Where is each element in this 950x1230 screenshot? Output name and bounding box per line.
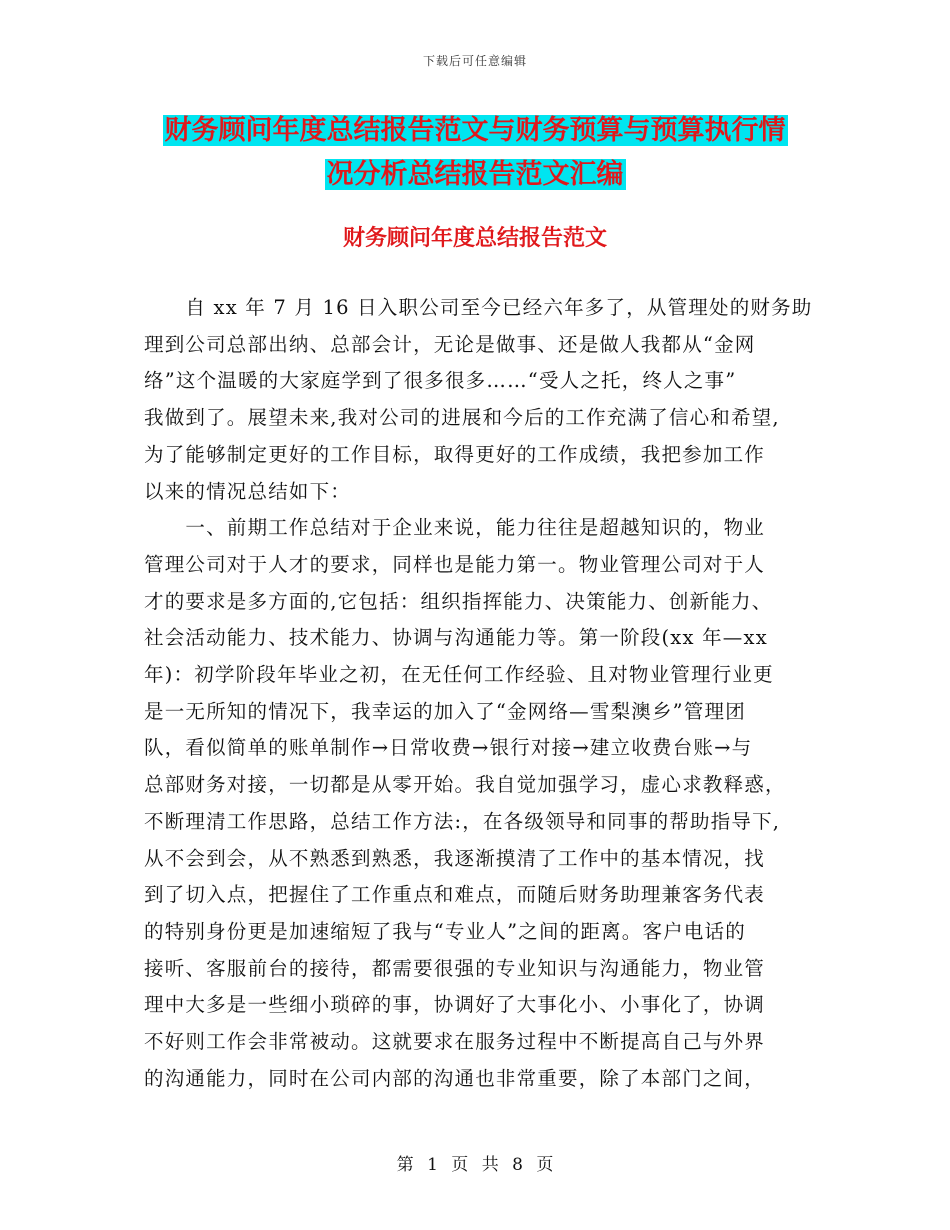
document-title-line-2-text: 况分析总结报告范文汇编 bbox=[326, 159, 624, 190]
body-line: 以来的情况总结如下： bbox=[144, 479, 352, 503]
body-line: 络”这个温暖的大家庭学到了很多很多……“受人之托，终人之事” bbox=[144, 369, 737, 393]
body-line: 年)：初学阶段年毕业之初，在无任何工作经验、且对物业管理行业更 bbox=[144, 663, 774, 686]
body-line: 为了能够制定更好的工作目标，取得更好的工作成绩，我把参加工作 bbox=[144, 442, 766, 466]
document-title-line-1-text: 财务顾问年度总结报告范文与财务预算与预算执行情 bbox=[164, 115, 786, 146]
body-line: 我做到了。展望未来,我对公司的进展和今后的工作充满了信心和希望, bbox=[144, 406, 780, 430]
body-line: 一、前期工作总结对于企业来说，能力往往是超越知识的，物业 bbox=[144, 516, 766, 540]
body-line: 到了切入点，把握住了工作重点和难点，而随后财务助理兼客务代表 bbox=[144, 883, 766, 907]
body-line: 才的要求是多方面的,它包括：组织指挥能力、决策能力、创新能力、 bbox=[144, 589, 773, 613]
body-line: 理中大多是一些细小琐碎的事，协调好了大事化小、小事化了，协调 bbox=[144, 993, 766, 1017]
body-line: 的特别身份更是加速缩短了我与“专业人”之间的距离。客户电话的 bbox=[144, 919, 746, 943]
body-line: 队，看似简单的账单制作→日常收费→银行对接→建立收费台账→与 bbox=[144, 736, 753, 760]
body-line: 理到公司总部出纳、总部会计，无论是做事、还是做人我都从“金网 bbox=[144, 332, 756, 356]
document-title-line-1 bbox=[0, 110, 950, 152]
body-line: 总部财务对接，一切都是从零开始。我自觉加强学习，虚心求教释惑， bbox=[144, 773, 786, 797]
page-footer: 第 1 页 共 8 页 bbox=[396, 1155, 554, 1175]
body-line: 管理公司对于人才的要求，同样也是能力第一。物业管理公司对于人 bbox=[144, 552, 766, 576]
header-note: 下载后可任意编辑 bbox=[422, 54, 527, 68]
body-line: 是一无所知的情况下，我幸运的加入了“金网络—雪梨澳乡”管理团 bbox=[144, 699, 746, 723]
body-line: 从不会到会，从不熟悉到熟悉，我逐渐摸清了工作中的基本情况，找 bbox=[144, 846, 766, 870]
body-line: 的沟通能力，同时在公司内部的沟通也非常重要，除了本部门之间， bbox=[144, 1066, 766, 1090]
body-line: 接听、客服前台的接待，都需要很强的专业知识与沟通能力，物业管 bbox=[144, 956, 766, 980]
body-line: 不断理清工作思路，总结工作方法:，在各级领导和同事的帮助指导下, bbox=[144, 809, 781, 833]
section-title: 财务顾问年度总结报告范文 bbox=[342, 225, 607, 251]
body-line: 自 xx 年 7 月 16 日入职公司至今已经六年多了，从管理处的财务助 bbox=[144, 296, 813, 319]
body-line: 不好则工作会非常被动。这就要求在服务过程中不断提高自己与外界 bbox=[144, 1030, 766, 1053]
document-title-line-2 bbox=[0, 154, 950, 196]
body-line: 社会活动能力、技术能力、协调与沟通能力等。第一阶段(xx 年—xx bbox=[144, 626, 768, 650]
